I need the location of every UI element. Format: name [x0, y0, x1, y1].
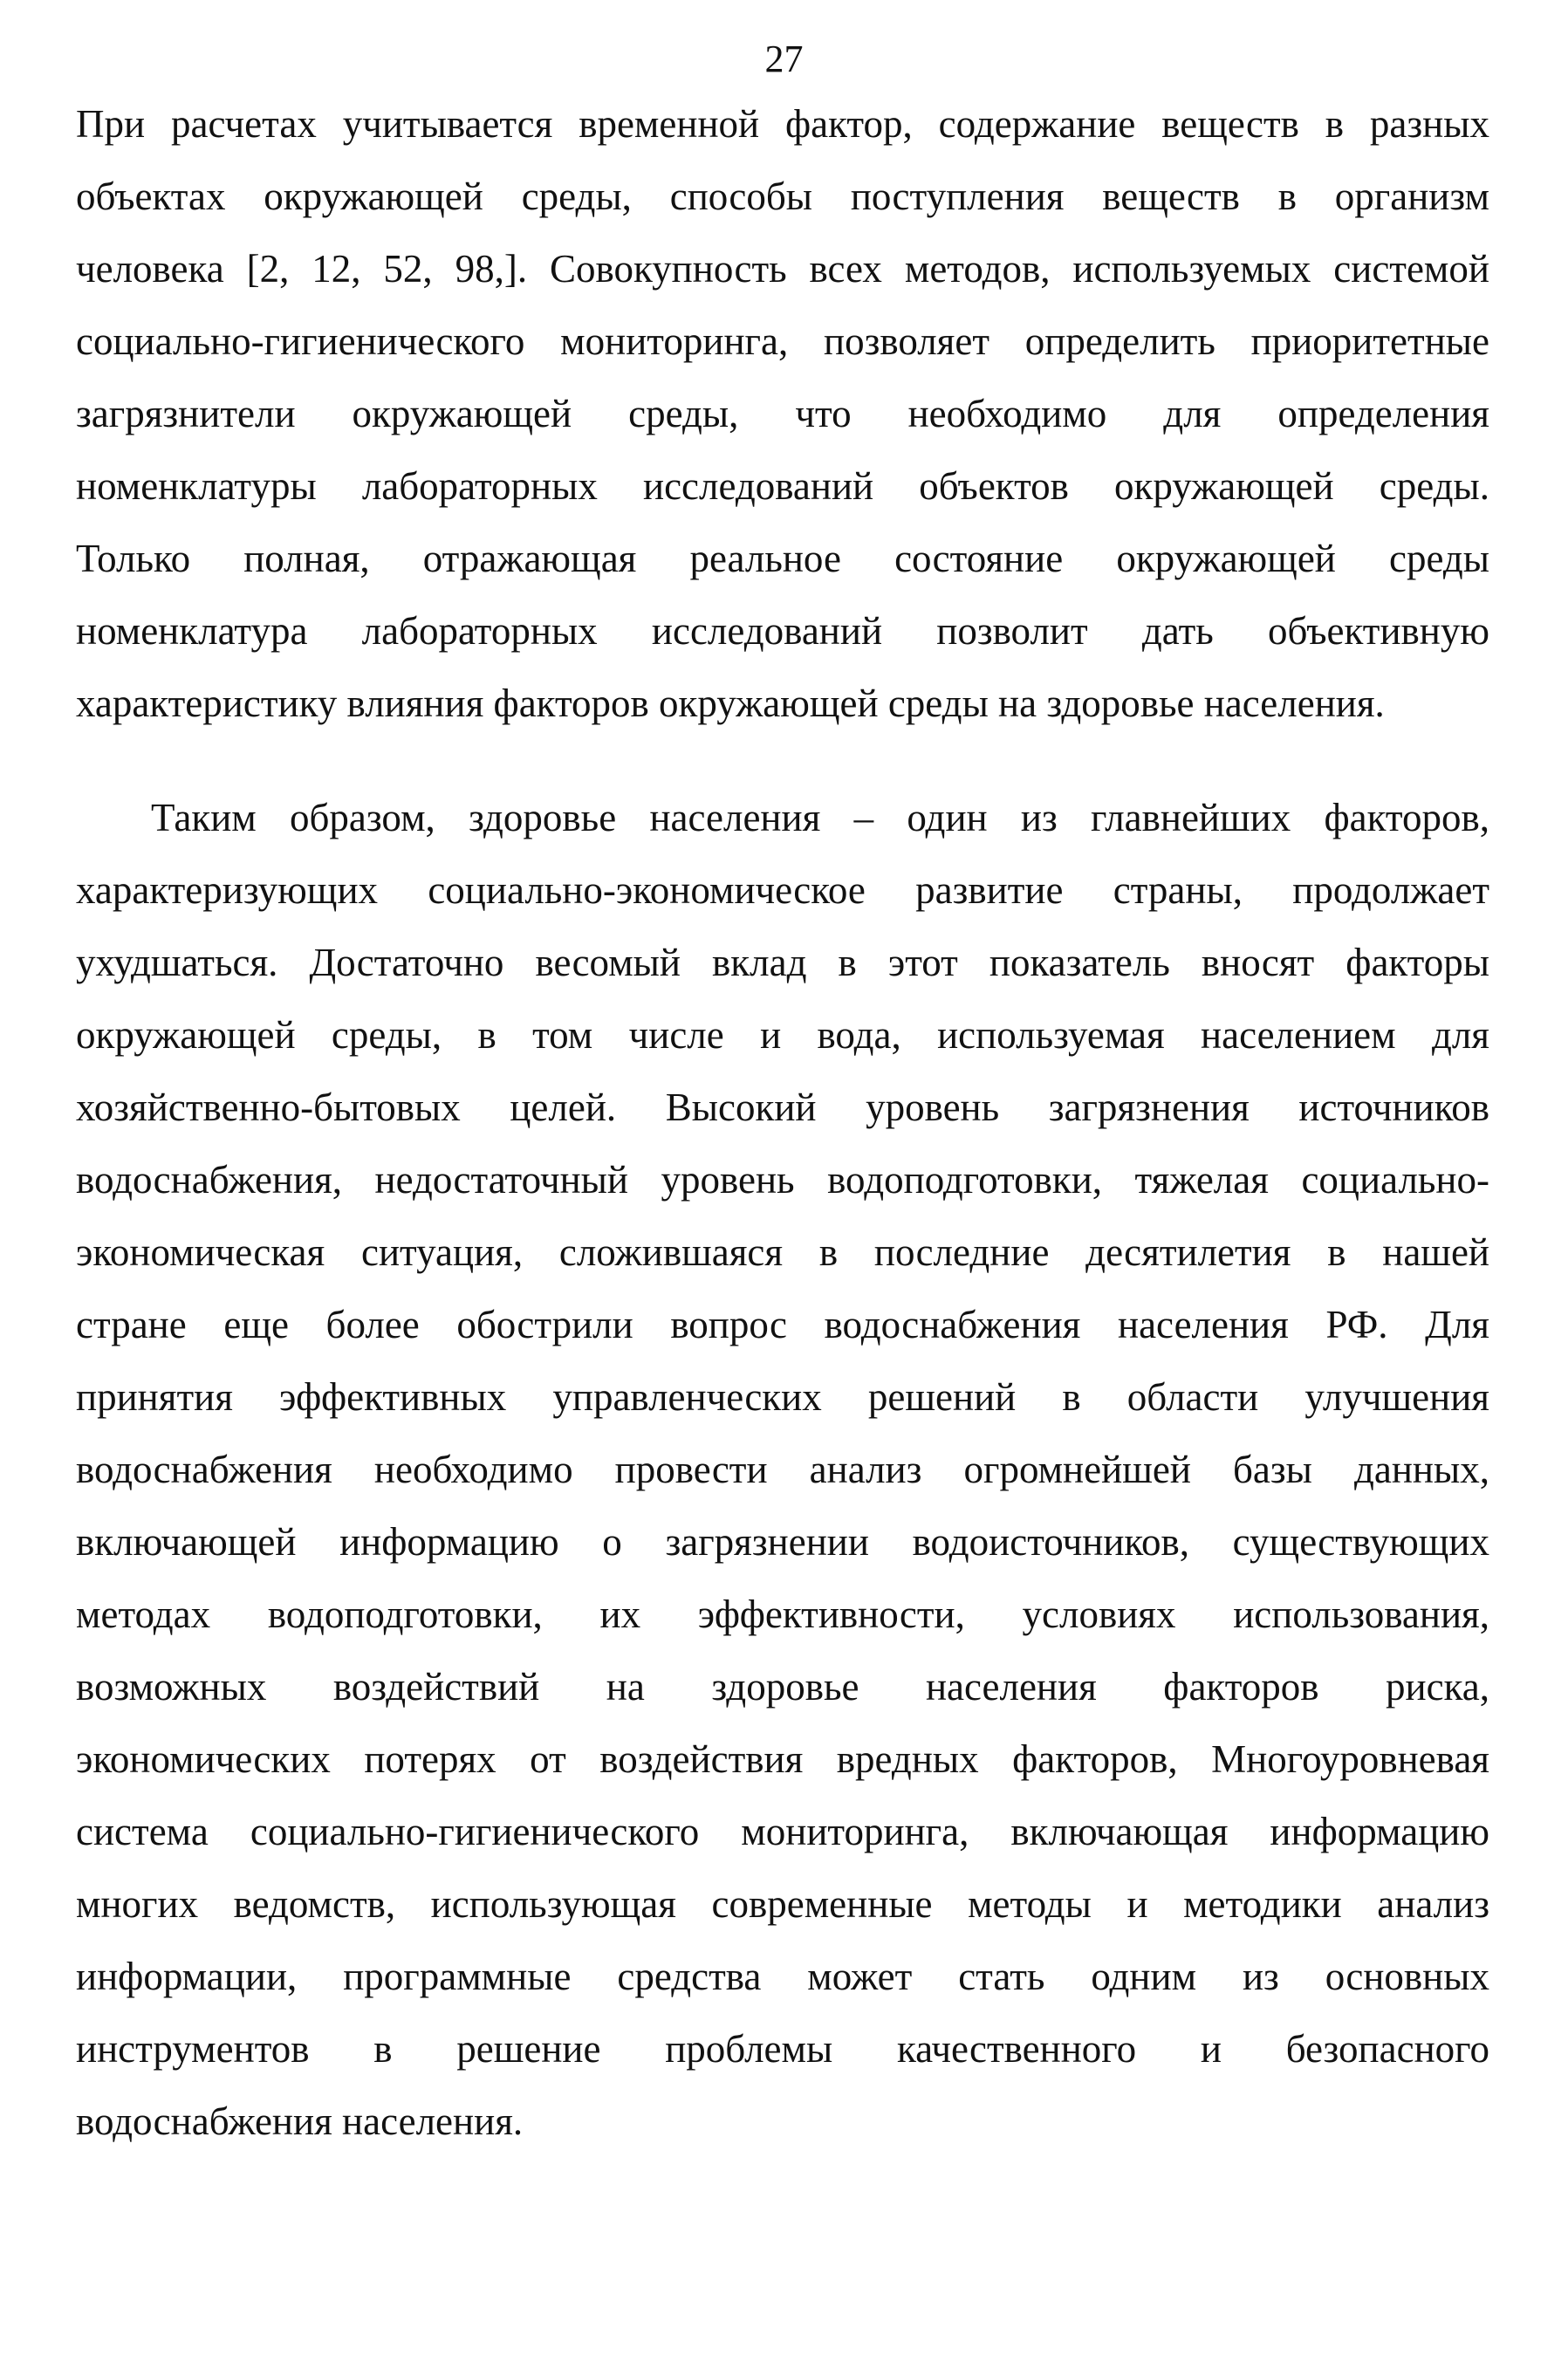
paragraph-line: экономических потерях от воздействия вредных факторов, Многоуровневая: [76, 1737, 1489, 1781]
paragraph-line: окружающей среды, в том числе и вода, используемая населением для: [76, 1013, 1489, 1057]
paragraph-line: стране еще более обострили вопрос водоснабжения населения РФ. Для: [76, 1303, 1489, 1346]
paragraph-line: ухудшаться. Достаточно весомый вклад в этот показатель вносят факторы: [76, 941, 1489, 984]
paragraph-line: принятия эффективных управленческих решений в области улучшения: [76, 1375, 1489, 1419]
paragraph-line: загрязнители окружающей среды, что необходимо для определения: [76, 392, 1489, 435]
paragraph-line: Только полная, отражающая реальное состояние окружающей среды: [76, 537, 1489, 580]
paragraph-line: При расчетах учитывается временной фактор, содержание веществ в разных: [76, 102, 1489, 146]
paragraph-line: характеристику влияния факторов окружающей среды на здоровье населения.: [76, 681, 1385, 725]
paragraph-line: человека [2, 12, 52, 98,]. Совокупность всех методов, используемых системой: [76, 247, 1489, 291]
paragraph-line: водоснабжения населения.: [76, 2099, 524, 2143]
paragraph-line: хозяйственно-бытовых целей. Высокий уровень загрязнения источников: [76, 1086, 1489, 1129]
paragraph-1: [76, 88, 1489, 740]
paragraph-line: номенклатура лабораторных исследований позволит дать объективную: [76, 609, 1489, 653]
paragraph-line: объектах окружающей среды, способы поступления веществ в организм: [76, 175, 1489, 218]
paragraph-2: [76, 782, 1489, 2158]
paragraph-line: инструментов в решение проблемы качественного и безопасного: [76, 2027, 1489, 2071]
paragraph-line: возможных воздействий на здоровье населения факторов риска,: [76, 1665, 1489, 1709]
paragraph-line: включающей информацию о загрязнении водоисточников, существующих: [76, 1520, 1489, 1564]
paragraph-line: методах водоподготовки, их эффективности, условиях использования,: [76, 1592, 1489, 1636]
paragraph-line: многих ведомств, использующая современные методы и методики анализ: [76, 1882, 1489, 1926]
paragraph-line: информации, программные средства может стать одним из основных: [76, 1955, 1489, 1998]
paragraph-line: система социально-гигиенического мониторинга, включающая информацию: [76, 1810, 1489, 1853]
paragraph-line: номенклатуры лабораторных исследований объектов окружающей среды.: [76, 464, 1489, 508]
paragraph-line: Таким образом, здоровье населения – один из главнейших факторов,: [151, 796, 1489, 839]
paragraph-line: водоснабжения, недостаточный уровень водоподготовки, тяжелая социально-: [76, 1158, 1489, 1202]
page-number: 27: [764, 38, 804, 80]
paragraph-line: водоснабжения необходимо провести анализ огромнейшей базы данных,: [76, 1448, 1489, 1491]
paragraph-line: экономическая ситуация, сложившаяся в последние десятилетия в нашей: [76, 1230, 1489, 1274]
paragraph-line: характеризующих социально-экономическое развитие страны, продолжает: [76, 868, 1489, 912]
paragraph-line: социально-гигиенического мониторинга, позволяет определить приоритетные: [76, 319, 1489, 363]
